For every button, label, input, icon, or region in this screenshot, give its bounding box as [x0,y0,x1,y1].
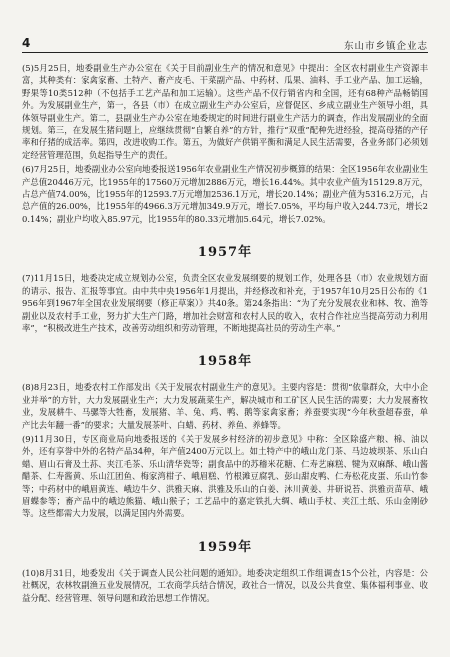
page-number: 4 [22,36,31,50]
page-header [22,36,428,53]
entry-5: (5)5月25日，地委副业生产办公室在《关于目前副业生产的情况和意见》中提出：全区农村副业生产资源丰富，其种类有：家禽家畜、土特产、畜产皮毛、干菜副产品、中药材、瓜果、油料、手工业产品、加工运输，野果等10类512种（不包括手工艺产品和加工运输）。这些产品不仅行销省内和全国，还有68种产品畅销国外。为发展副业生产，第一，各县（市）在成立副业生产办公室后，应督促区、乡成立副业生产领导小组，具体领导副业生产。第二，县副业生产办公室在地委规定的时间进行副业生产活力的调查，作出发展副业的全面规划。第三，在发展生猪问题上，应继续贯彻“自繁自养”的方针，推行“双重”配种先进经验，提高母猪的产仔率和仔猪的成活率。第四，改进收购工作。第五，为做好产供销平衡和满足人民生活需要，各业务部门必须划定经营管理范围，负起指导生产的责任。 [22,63,428,160]
entry-10: (10)8月31日，地委发出《关于调查人民公社问题的通知》。地委决定组织工作组调查15个公社，内容是：公社概况，农林牧副渔五业发展情况，工农商学兵结合情况，政社合一情况，以及公共食堂、集体福利事业、收益分配、经营管理、领导问题和政治思想工作情况。 [22,567,428,603]
year-heading-1958: 1958年 [197,354,253,370]
entry-8: (8)8月23日，地委农村工作部发出《关于发展农村副业生产的意见》。主要内容是：贯彻“依靠群众，大中小企业并举”的方针，大力发展副业生产；大力发展蔬菜生产，解决城市和工矿区人民生活的需要；大力发展畜牧业，发展耕牛、马骡等大牲畜，发展猪、羊、兔、鸡、鸭、鹅等家禽家畜；养蚕要实现“今年秋蚕超春蚕，单产比去年翻一番”的要求；大量发展茶叶、白蜡、药材、养鱼、养蜂等。 [22,382,428,430]
entry-9: (9)11月30日，专区商业局向地委报送的《关于发展乡村经济的初步意见》中称：全区除盛产粮、棉、油以外，还有享誉中外的名特产品34种，年产值2400万元以上。如土特产中的峨山龙门茶、马边坡坝茶、乐山白蜡、眉山石膏及土荪、夹江毛茶、乐山清华瓷等；副食品中的苏稽米花糖、仁寿艺麻糕、犍为双麻酥、峨山酱醋茶、仁寿酱黄、乐山江团鱼、梅家湾柑子、峨眉糕、竹根滩豆腐乳、彭山甜皮鸭、仁寿松花皮蛋、乐山竹参等；中药材中的峨眉黄连、峨边牛夕、洪雅天麻、洪雅及乐山的白姜、沐川黄姜、井研说苔、洪雅贡苗草、峨眉蝶参等；畜产品中的峨边熊猫、峨山猴子；工艺品中的嘉定铁扎大绸、峨山手杖、夹江土纸、乐山金刚砂等。这些都需大力发展，以满足国内外需要。 [22,433,428,519]
entry-7: (7)11月15日，地委决定成立规划办公室，负责全区农业发展纲要的规划工作，处理各县（市）农业规划方面的请示、报告、汇报等事宜。由中共中央1956年1月提出，并经修改和补充，于1957年10月25日公布的《1956年到1967年全国农业发展纲要（修正草案）》共40条。第24条指出：“为了充分发展农业和林、牧、渔等副业以及农村手工业，努力扩大生产门路，增加社会财富和农村人民的收入，农村合作社应当提高劳动力利用率”，“积极改进生产技术，改善劳动组织和劳动管理，不断地提高社员的劳动生产率。” [22,273,428,333]
year-heading-1959: 1959年 [197,539,253,555]
year-heading-1957: 1957年 [197,245,253,261]
page-content [22,62,428,606]
entry-6: (6)7月25日，地委副业办公室向地委报送1956年农业副业生产情况初步概算的结果：全区1956年农业副业生产总值20446万元，比1955年的17560万元增加2886万元，增长16.44%。其中农业产值为15129.8万元，占总产值74.00%，比1955年的12593.7万元增加2536.1万元，增长20.14%；副业产值为5316.2万元，占总产值的26.00%，比1955年的4966.3万元增加349.9万元，增长7.05%，平均每户收入244.73元，增长20.14%；副业户均收入85.97元，比1955年的80.33元增加5.64元，增长7.02%。 [22,164,428,224]
running-title: 东山市乡镇企业志 [343,41,428,52]
